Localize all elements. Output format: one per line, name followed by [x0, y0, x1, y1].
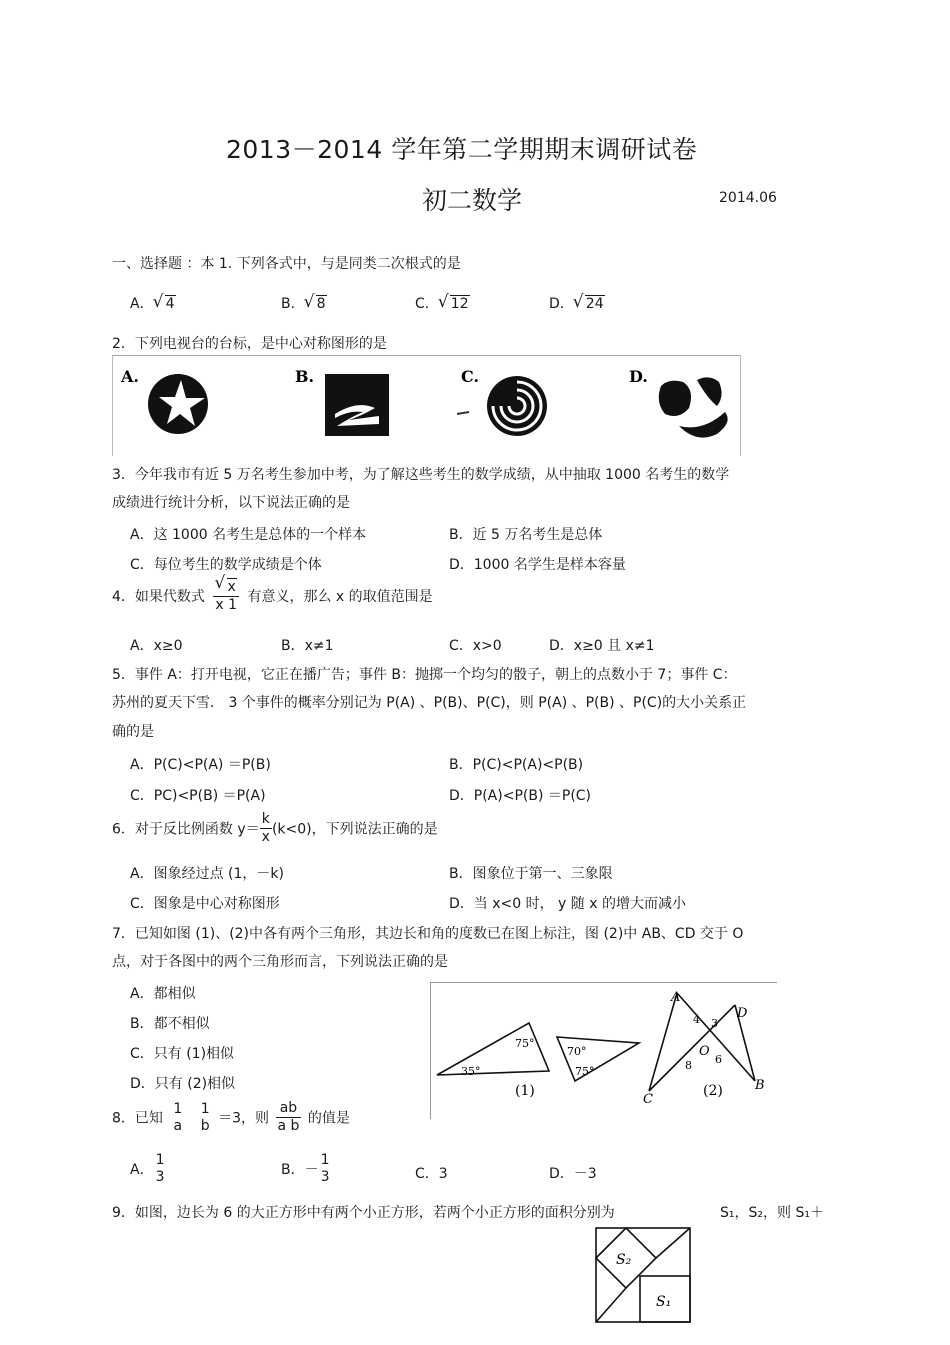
logo-d-shapes-icon [659, 377, 728, 437]
q5-stem-line1: 5．事件 A：打开电视，它正在播广告；事件 B：抛掷一个均匀的骰子，朝上的点数小于 7；事件 C： [112, 667, 737, 683]
q7-stem-line1: 7．已知如图 (1)、(2)中各有两个三角形，其边长和角的度数已在图上标注，图 (2)中 AB、CD 交于 O [112, 926, 744, 942]
q8-option-b: B．－ 1 3 [281, 1152, 330, 1185]
q4-option-d: D．x≥0 且 x≠1 [549, 638, 655, 654]
q7-option-a: A．都相似 [130, 986, 196, 1002]
q8-option-a: A． 1 3 [130, 1152, 165, 1185]
point-a-label: A [671, 990, 681, 1005]
q5-option-c: C．PC)<P(B) ＝P(A) [130, 788, 266, 804]
q4-stem: 4．如果代数式 √ $\frac{x}{x 1}$ 有意义，那么 x 的取值范围是 [112, 578, 433, 614]
q1-option-d: D．√ 24 [549, 293, 605, 313]
q1-option-b: B．√ 8 [281, 293, 327, 313]
figure-2-caption: (2) [703, 1083, 723, 1099]
q5-option-d: D．P(A)<P(B) ＝P(C) [449, 788, 592, 804]
exam-date: 2014.06 [719, 190, 777, 206]
angle-75-label: 75° [515, 1037, 535, 1050]
logo-label-d: D. [629, 367, 648, 386]
figure-1-caption: (1) [515, 1083, 535, 1099]
q3-option-b: B．近 5 万名考生是总体 [449, 527, 603, 543]
q7-option-d: D．只有 (2)相似 [130, 1076, 236, 1092]
point-b-label: B [755, 1078, 765, 1093]
point-d-label: D [737, 1006, 748, 1021]
logo-label-b: B. [295, 367, 315, 386]
q4-option-c: C．x>0 [449, 638, 502, 654]
q7-option-b: B．都不相似 [130, 1016, 210, 1032]
point-o-label: O [699, 1044, 710, 1059]
q6-option-b: B．图象位于第一、三象限 [449, 866, 613, 882]
q3-stem-line2: 成绩进行统计分析，以下说法正确的是 [112, 495, 350, 511]
logo-a-star-icon [148, 374, 208, 434]
q3-option-c: C．每位考生的数学成绩是个体 [130, 557, 322, 573]
logo-b-square-icon [325, 374, 389, 436]
point-c-label: C [643, 1092, 653, 1107]
q4-option-b: B．x≠1 [281, 638, 334, 654]
side-3-label: 3 [711, 1017, 718, 1030]
q8-option-c: C．3 [415, 1166, 448, 1182]
q3-option-d: D．1000 名学生是样本容量 [449, 557, 626, 573]
q5-stem-line2: 苏州的夏天下雪． 3 个事件的概率分别记为 P(A) 、P(B)、P(C)，则 P(A) 、P(B) 、P(C)的大小关系正 [112, 695, 747, 711]
triangles-figure [430, 982, 777, 1119]
exam-title: 2013－2014 学年第二学期期末调研试卷 [226, 135, 698, 164]
angle-35-label: 35° [461, 1065, 481, 1078]
q3-option-a: A．这 1000 名考生是总体的一个样本 [130, 527, 367, 543]
side-6-label: 6 [715, 1053, 722, 1066]
s1-label: S₁ [656, 1294, 672, 1310]
q9-stem: 9．如图，边长为 6 的大正方形中有两个小正方形，若两个小正方形的面积分别为 [112, 1205, 615, 1221]
q1-option-a: A．√ 4 [130, 293, 176, 313]
logo-label-a: A. [121, 367, 139, 386]
q5-stem-line3: 确的是 [112, 724, 154, 740]
section-heading: 一、选择题 ：本 1. 下列各式中，与是同类二次根式的是 [112, 256, 461, 272]
q6-option-c: C．图象是中心对称图形 [130, 896, 280, 912]
q8-stem: 8．已知 1 a 1 b ＝3，则 $\frac{ab}{\text{a b}}$ 的值是 [112, 1100, 350, 1134]
s2-label: S₂ [616, 1252, 632, 1268]
q6-stem: 6．对于反比例函数 y＝ $\frac{k}{x}$ (k<0)，下列说法正确的是 [112, 811, 438, 845]
side-4-label: 4 [693, 1013, 700, 1026]
q3-stem-line1: 3．今年我市有近 5 万名考生参加中考，为了解这些考生的数学成绩，从中抽取 1000 名考生的数学 [112, 467, 730, 483]
tv-logos-figure [113, 356, 740, 456]
tv-logo-panel [112, 355, 741, 456]
q2-stem: 2．下列电视台的台标，是中心对称图形的是 [112, 336, 387, 352]
logo-label-c: C. [461, 367, 480, 386]
q6-option-d: D．当 x<0 时， y 随 x 的增大而减小 [449, 896, 686, 912]
q5-option-b: B．P(C)<P(A)<P(B) [449, 757, 584, 773]
q6-option-a: A．图象经过点 (1，－k) [130, 866, 284, 882]
angle-75b-label: 75° [575, 1065, 595, 1078]
q5-option-a: A．P(C)<P(A) ＝P(B) [130, 757, 271, 773]
q4-option-a: A．x≥0 [130, 638, 183, 654]
q1-option-c: C．√ 12 [415, 293, 470, 313]
q9-stem-tail: S₁，S₂，则 S₁＋ [720, 1205, 824, 1221]
squares-figure [580, 1220, 704, 1340]
angle-70-label: 70° [567, 1045, 587, 1058]
q7-stem-line2: 点，对于各图中的两个三角形而言，下列说法正确的是 [112, 954, 448, 970]
q8-option-d: D．－3 [549, 1166, 597, 1182]
side-8-label: 8 [685, 1059, 692, 1072]
subject-title: 初二数学 [422, 186, 523, 215]
q7-option-c: C．只有 (1)相似 [130, 1046, 235, 1062]
